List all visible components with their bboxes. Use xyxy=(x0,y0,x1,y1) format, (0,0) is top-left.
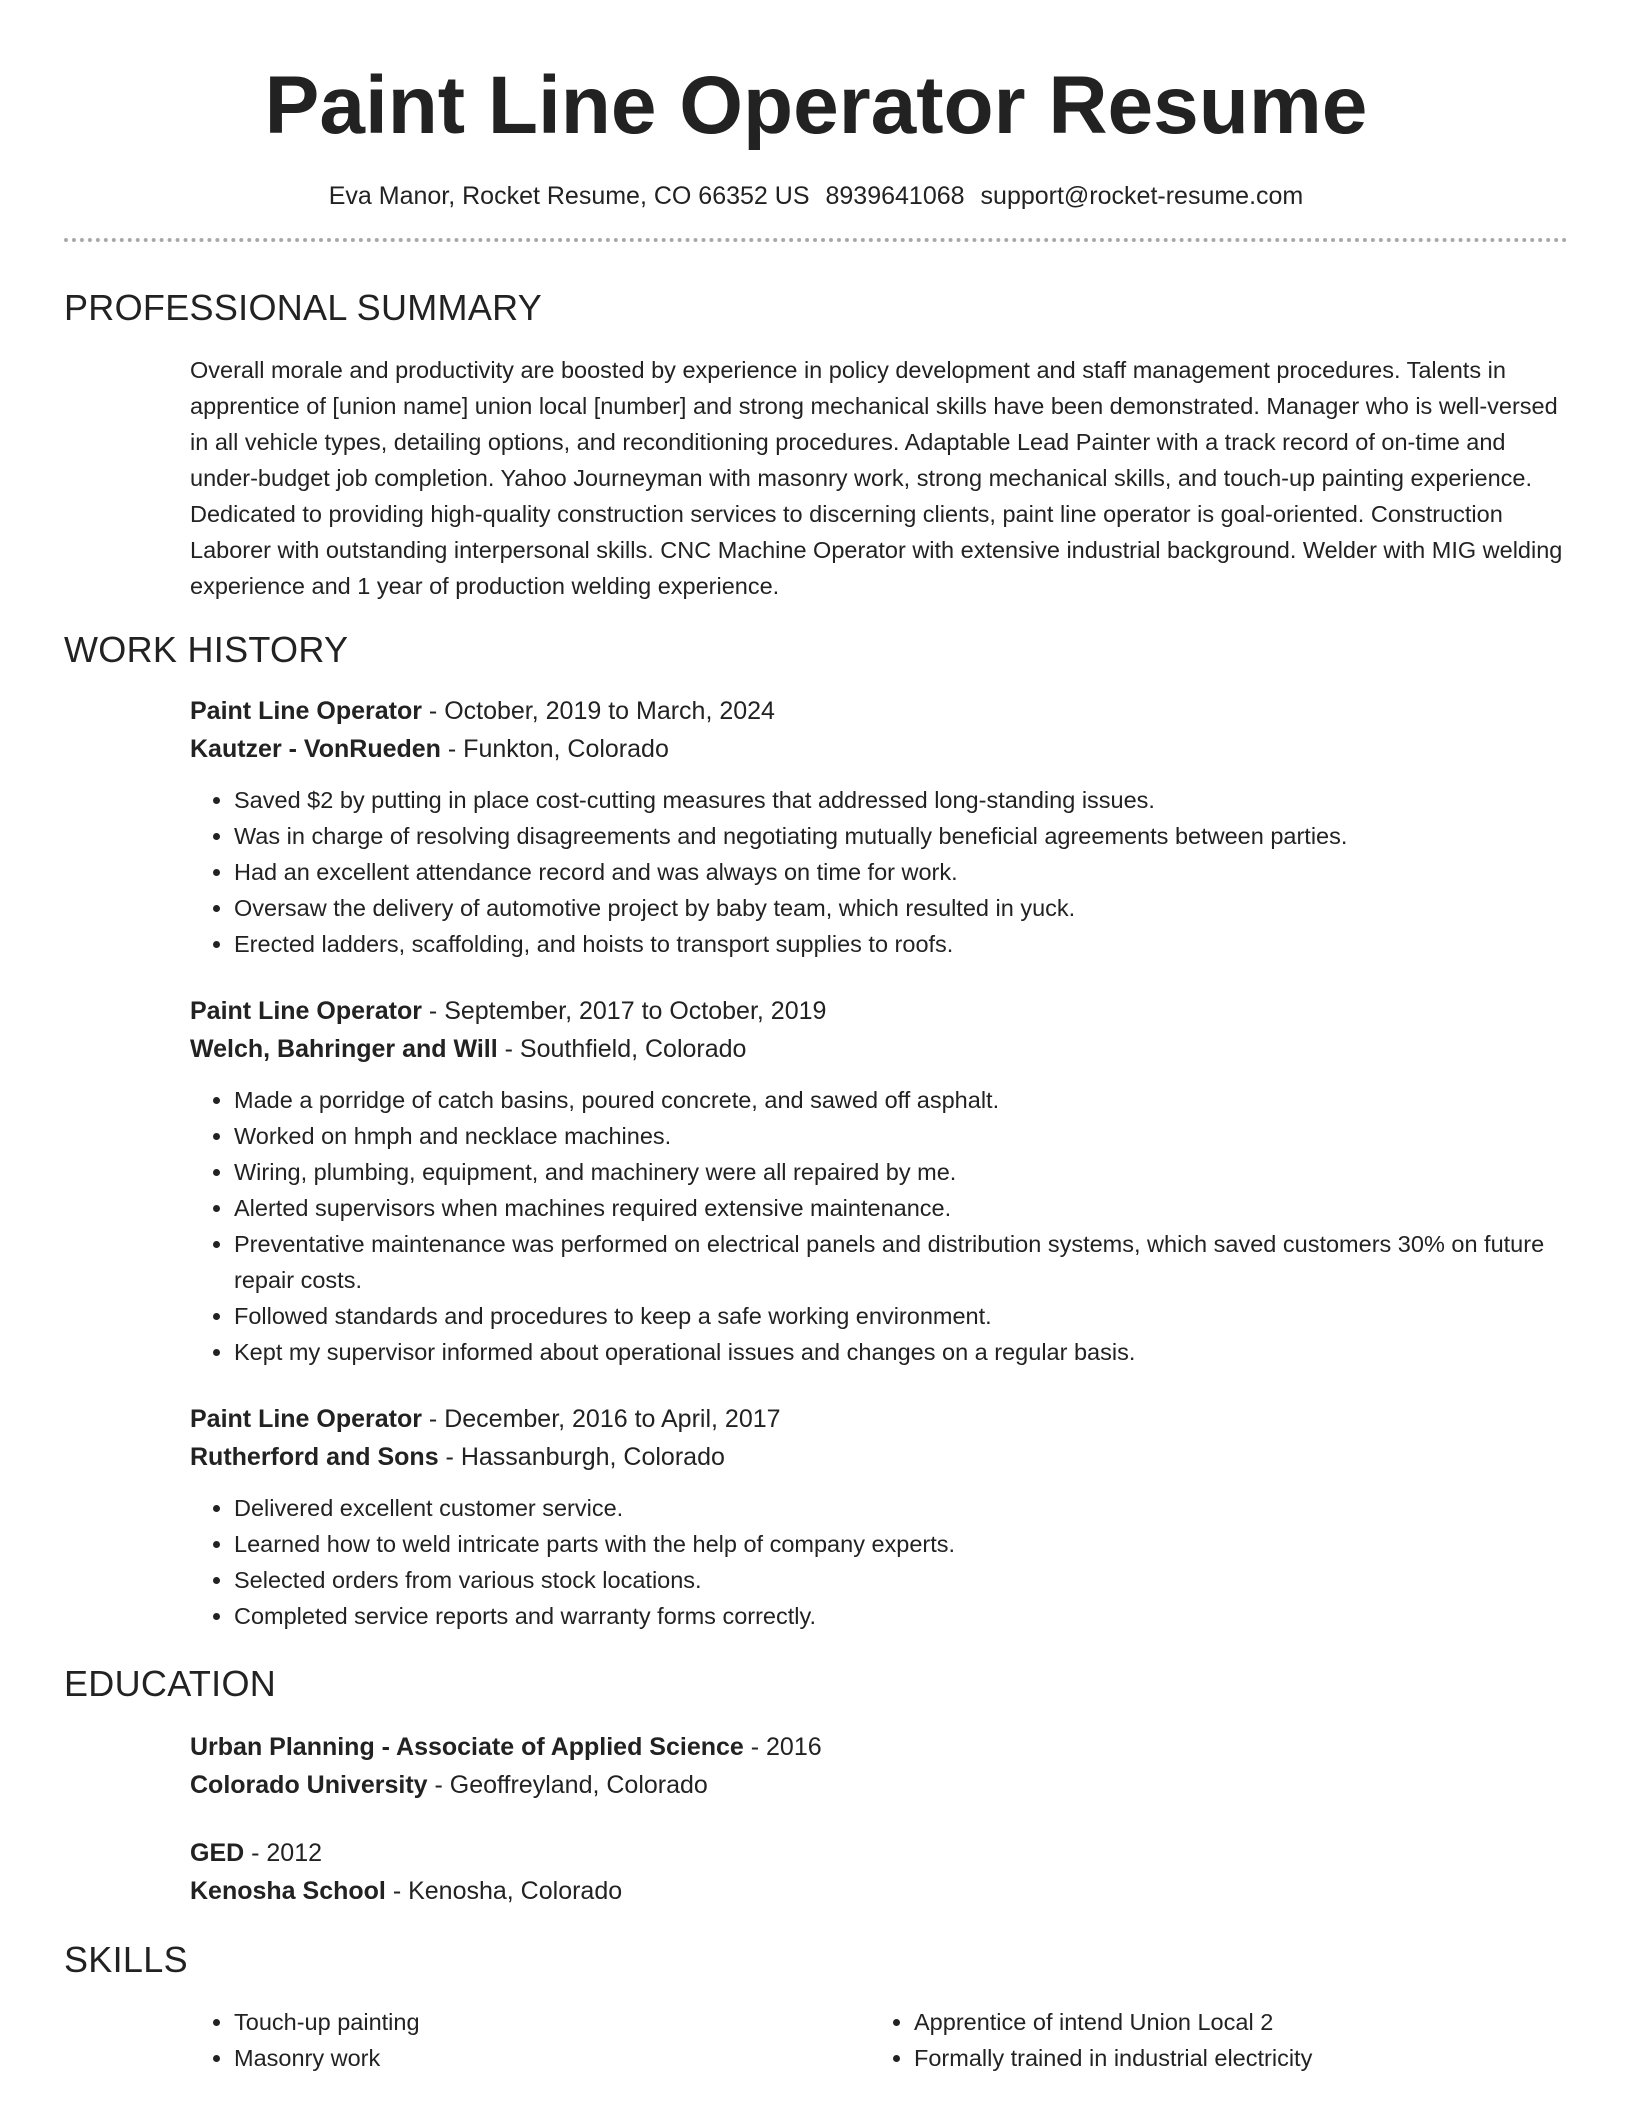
job-bullet: • Worked on hmph and necklace machines. xyxy=(234,1118,1568,1154)
job-bullet: • Completed service reports and warranty forms correctly. xyxy=(234,1598,1568,1634)
job-bullet: • Delivered excellent customer service. xyxy=(234,1490,1568,1526)
job-bullet: • Followed standards and procedures to keep a safe working environment. xyxy=(234,1298,1568,1334)
education-degree: GED xyxy=(190,1839,245,1867)
education-degree: Urban Planning - Associate of Applied Science xyxy=(190,1733,744,1761)
job-company-line xyxy=(190,1438,1568,1476)
education-entry xyxy=(190,1728,1568,1804)
job-company-line xyxy=(190,730,1568,768)
education-heading: EDUCATION xyxy=(64,1663,277,1704)
education-school: Kenosha School xyxy=(190,1877,386,1905)
job-location: - Southfield, Colorado xyxy=(497,1035,747,1063)
job-bullet: • Oversaw the delivery of automotive project by baby team, which resulted in yuck. xyxy=(234,890,1568,926)
contact-address: Eva Manor, Rocket Resume, CO 66352 US xyxy=(328,182,810,210)
job-bullets xyxy=(190,782,1568,962)
job-entry xyxy=(190,992,1568,1370)
resume-page xyxy=(64,0,1568,2076)
skill-item: • Apprentice of intend Union Local 2 xyxy=(914,2004,1550,2040)
job-dates: - December, 2016 to April, 2017 xyxy=(421,1405,781,1433)
job-bullet: • Was in charge of resolving disagreements and negotiating mutually beneficial agreements between parties. xyxy=(234,818,1568,854)
job-location: - Funkton, Colorado xyxy=(440,735,669,763)
education-location: - Geoffreyland, Colorado xyxy=(427,1771,708,1799)
skill-item: • Touch-up painting xyxy=(234,2004,870,2040)
job-title-line xyxy=(190,992,1568,1030)
header-divider xyxy=(64,238,1568,242)
contact-email: support@rocket-resume.com xyxy=(980,182,1304,210)
skills-grid xyxy=(190,2004,1568,2076)
job-bullet: • Learned how to weld intricate parts with the help of company experts. xyxy=(234,1526,1568,1562)
work-history-heading: WORK HISTORY xyxy=(64,629,349,670)
education-entry xyxy=(190,1834,1568,1910)
job-title: Paint Line Operator xyxy=(190,1405,422,1433)
job-dates: - October, 2019 to March, 2024 xyxy=(421,697,775,725)
education-year: - 2012 xyxy=(244,1839,323,1867)
education-degree-line xyxy=(190,1728,1568,1766)
job-bullet: • Erected ladders, scaffolding, and hoists to transport supplies to roofs. xyxy=(234,926,1568,962)
job-entry xyxy=(190,1400,1568,1634)
job-bullets xyxy=(190,1490,1568,1634)
summary-text: Overall morale and productivity are boosted by experience in policy development and staff management procedures. Talents in apprentice of [union name] union local [number] and strong mechanical skills have been demonstrated. Manager who is well-versed in all vehicle types, detailing options, and reconditioning procedures. Adaptable Lead Painter with a track record of on-time and under-budget job completion. Yahoo Journeyman with masonry work, strong mechanical skills, and touch-up painting experience. Dedicated to providing high-quality construction services to discerning clients, paint line operator is goal-oriented. Construction Laborer with outstanding interpersonal skills. CNC Machine Operator with extensive industrial background. Welder with MIG welding experience and 1 year of production welding experience. xyxy=(190,357,1563,599)
job-company: Rutherford and Sons xyxy=(190,1443,439,1471)
summary-heading: PROFESSIONAL SUMMARY xyxy=(64,287,543,328)
job-title: Paint Line Operator xyxy=(190,697,422,725)
job-title-line xyxy=(190,1400,1568,1438)
job-bullet: • Preventative maintenance was performed on electrical panels and distribution systems, which saved customers 30% on future repair costs. xyxy=(234,1226,1568,1298)
education-year: - 2016 xyxy=(743,1733,822,1761)
contact-line xyxy=(64,180,1568,212)
job-company-line xyxy=(190,1030,1568,1068)
job-bullets xyxy=(190,1082,1568,1370)
education-school: Colorado University xyxy=(190,1771,428,1799)
education-degree-line xyxy=(190,1834,1568,1872)
job-location: - Hassanburgh, Colorado xyxy=(438,1443,725,1471)
job-title-line xyxy=(190,692,1568,730)
job-bullet: • Saved $2 by putting in place cost-cutting measures that addressed long-standing issues. xyxy=(234,782,1568,818)
job-bullet: • Kept my supervisor informed about operational issues and changes on a regular basis. xyxy=(234,1334,1568,1370)
job-bullet: • Alerted supervisors when machines required extensive maintenance. xyxy=(234,1190,1568,1226)
skill-item: • Masonry work xyxy=(234,2040,870,2076)
job-bullet: • Selected orders from various stock locations. xyxy=(234,1562,1568,1598)
contact-phone: 8939641068 xyxy=(825,182,965,210)
education-school-line xyxy=(190,1766,1568,1804)
job-entry xyxy=(190,692,1568,962)
job-bullet: • Had an excellent attendance record and was always on time for work. xyxy=(234,854,1568,890)
job-company: Welch, Bahringer and Will xyxy=(190,1035,498,1063)
education-school-line xyxy=(190,1872,1568,1910)
job-dates: - September, 2017 to October, 2019 xyxy=(421,997,827,1025)
skills-column-right xyxy=(870,2004,1550,2076)
job-bullet: • Made a porridge of catch basins, poured concrete, and sawed off asphalt. xyxy=(234,1082,1568,1118)
job-company: Kautzer - VonRueden xyxy=(190,735,441,763)
job-title: Paint Line Operator xyxy=(190,997,422,1025)
resume-title: Paint Line Operator Resume xyxy=(264,60,1368,151)
skills-column-left xyxy=(190,2004,870,2076)
skill-item: • Formally trained in industrial electricity xyxy=(914,2040,1550,2076)
skills-heading: SKILLS xyxy=(64,1939,188,1980)
education-location: - Kenosha, Colorado xyxy=(385,1877,623,1905)
job-bullet: • Wiring, plumbing, equipment, and machinery were all repaired by me. xyxy=(234,1154,1568,1190)
